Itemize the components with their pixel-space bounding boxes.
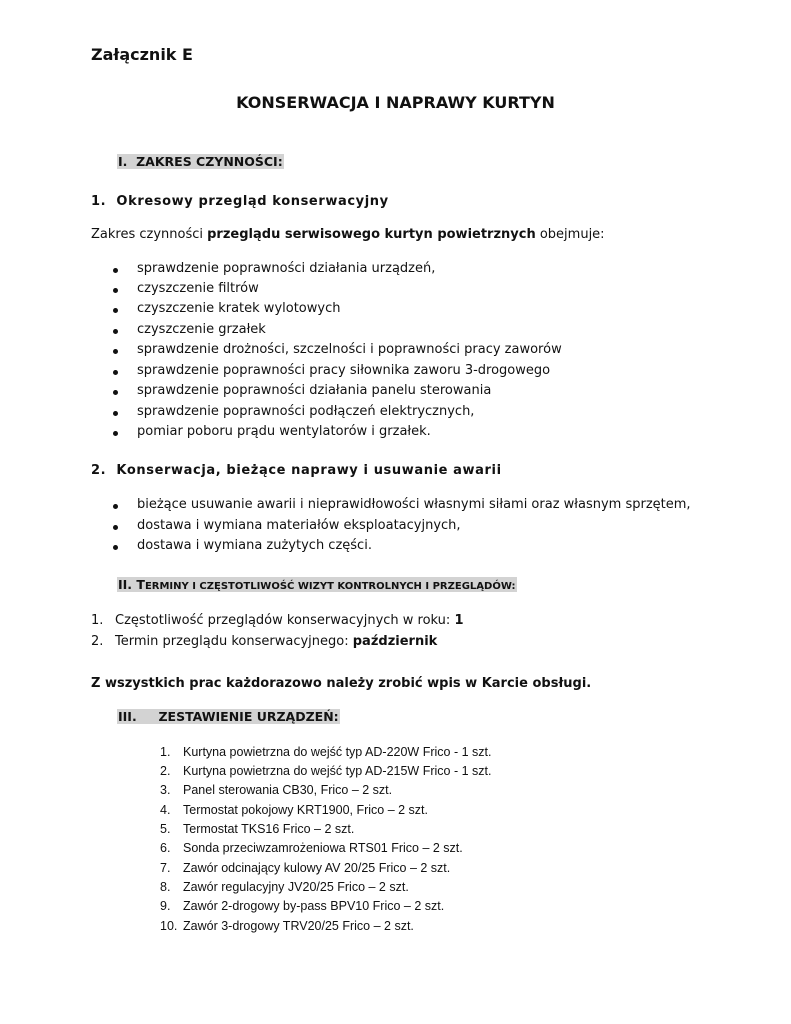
list-item: sprawdzenie poprawności pracy siłownika zaworu 3-drogowego (137, 363, 551, 378)
item-number: 3. (160, 783, 171, 797)
section-3-heading (117, 706, 340, 725)
list-item: sprawdzenie poprawności działania panelu sterowania (137, 383, 492, 398)
intro-suffix: obejmuje: (535, 227, 605, 242)
item-value: 1 (454, 613, 464, 628)
annex-label: Załącznik E (91, 45, 193, 64)
list-item: sprawdzenie poprawności podłączeń elektrycznych, (137, 404, 475, 419)
item-number: 7. (160, 861, 171, 875)
device-item (160, 841, 463, 855)
device-item (160, 745, 491, 759)
device-text: Panel sterowania CB30, Frico – 2 szt. (183, 783, 393, 797)
list-item: sprawdzenie drożności, szczelności i poprawności pracy zaworów (137, 342, 562, 357)
device-item (160, 783, 392, 797)
item-number: 9. (160, 899, 171, 913)
list-item: czyszczenie filtrów (137, 281, 259, 296)
device-text: Termostat pokojowy KRT1900, Frico – 2 szt. (183, 803, 429, 817)
section-2-heading-text (117, 577, 517, 592)
item-label: Termin przeglądu konserwacyjnego: (115, 634, 353, 649)
item-number: 1. (91, 613, 104, 628)
device-text: Zawór 3-drogowy TRV20/25 Frico – 2 szt. (183, 919, 414, 933)
device-text: Zawór regulacyjny JV20/25 Frico – 2 szt. (183, 880, 409, 894)
device-item (160, 803, 428, 817)
section-2-heading (117, 574, 517, 593)
list-item: bieżące usuwanie awarii i nieprawidłowości własnymi siłami oraz własnym sprzętem, (137, 497, 691, 512)
list-item: dostawa i wymiana materiałów eksploatacyjnych, (137, 518, 461, 533)
page-title: KONSERWACJA I NAPRAWY KURTYN (236, 93, 555, 112)
item-number: 5. (160, 822, 171, 836)
device-item (160, 919, 414, 933)
device-item (160, 764, 491, 778)
device-text: Termostat TKS16 Frico – 2 szt. (183, 822, 355, 836)
section-3-heading-text: III. ZESTAWIENIE URZĄDZEŃ: (118, 709, 339, 724)
device-item (160, 880, 409, 894)
device-item (160, 899, 444, 913)
section-1-heading (117, 151, 284, 170)
device-text: Sonda przeciwzamrożeniowa RTS01 Frico – 2 szt. (183, 841, 463, 855)
item-number: 1. (160, 745, 171, 759)
list-item: pomiar poboru prądu wentylatorów i grzałek. (137, 424, 431, 439)
section-2-initial: T (136, 577, 145, 592)
item-number: 10. (160, 919, 178, 933)
list-item: dostawa i wymiana zużytych części. (137, 538, 372, 553)
item-number: 6. (160, 841, 171, 855)
item-number: 2. (91, 634, 104, 649)
device-text: Kurtyna powietrzna do wejść typ AD-215W Frico - 1 szt. (183, 764, 492, 778)
item-value: październik (352, 634, 438, 649)
subsection-1-heading: 1. Okresowy przegląd konserwacyjny (91, 194, 389, 209)
service-card-note: Z wszystkich prac każdorazowo należy zrobić wpis w Karcie obsługi. (91, 676, 592, 691)
list-item: sprawdzenie poprawności działania urządzeń, (137, 261, 436, 276)
device-item (160, 822, 354, 836)
section-2-rest: ERMINY I CZĘSTOTLIWOŚĆ WIZYT KONTROLNYCH I PRZEGLĄDÓW: (144, 581, 516, 592)
item-label: Częstotliwość przeglądów konserwacyjnych w roku: (115, 613, 455, 628)
subsection-1-intro (91, 227, 605, 242)
section-2-number: II. (118, 577, 137, 592)
list-item: czyszczenie grzałek (137, 322, 266, 337)
intro-bold: przeglądu serwisowego kurtyn powietrznych (207, 227, 536, 242)
device-text: Zawór 2-drogowy by-pass BPV10 Frico – 2 szt. (183, 899, 445, 913)
device-item (160, 861, 450, 875)
item-number: 2. (160, 764, 171, 778)
device-text: Kurtyna powietrzna do wejść typ AD-220W Frico - 1 szt. (183, 745, 492, 759)
intro-prefix: Zakres czynności (91, 227, 208, 242)
numbered-item (91, 634, 437, 649)
subsection-2-heading: 2. Konserwacja, bieżące naprawy i usuwanie awarii (91, 463, 502, 478)
item-number: 8. (160, 880, 171, 894)
item-number: 4. (160, 803, 171, 817)
list-item: czyszczenie kratek wylotowych (137, 301, 341, 316)
numbered-item (91, 613, 463, 628)
device-text: Zawór odcinający kulowy AV 20/25 Frico – 2 szt. (183, 861, 451, 875)
section-1-heading-text: I. ZAKRES CZYNNOŚCI: (118, 154, 283, 169)
